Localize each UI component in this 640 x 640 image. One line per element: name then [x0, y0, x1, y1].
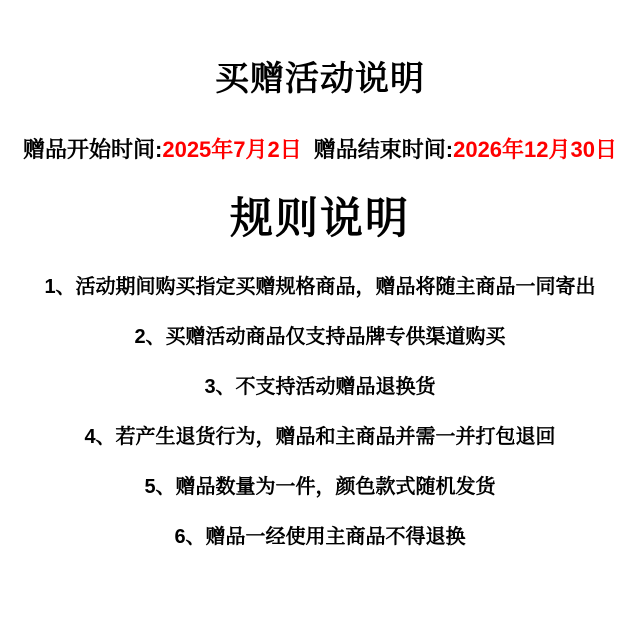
page-title: 买赠活动说明 — [215, 60, 425, 98]
rule-item-4: 4、若产生退货行为，赠品和主商品并需一并打包退回 — [84, 426, 556, 448]
rule-item-5: 5、赠品数量为一件，颜色款式随机发货 — [144, 476, 496, 498]
rule-item-6: 6、赠品一经使用主商品不得退换 — [174, 526, 466, 548]
gift-start-date: 2025年7月2日 — [162, 137, 302, 162]
rule-item-3: 3、不支持活动赠品退换货 — [204, 376, 436, 398]
rules-list — [0, 276, 640, 548]
gift-dates-line — [0, 138, 640, 162]
gift-end-label: 赠品结束时间: — [313, 137, 454, 162]
gift-start-label: 赠品开始时间: — [23, 137, 163, 162]
rule-item-2: 2、买赠活动商品仅支持品牌专供渠道购买 — [134, 326, 506, 348]
rules-section-heading: 规则说明 — [230, 195, 410, 243]
rule-item-1: 1、活动期间购买指定买赠规格商品，赠品将随主商品一同寄出 — [44, 276, 596, 298]
gift-end-date: 2026年12月30日 — [453, 137, 617, 162]
